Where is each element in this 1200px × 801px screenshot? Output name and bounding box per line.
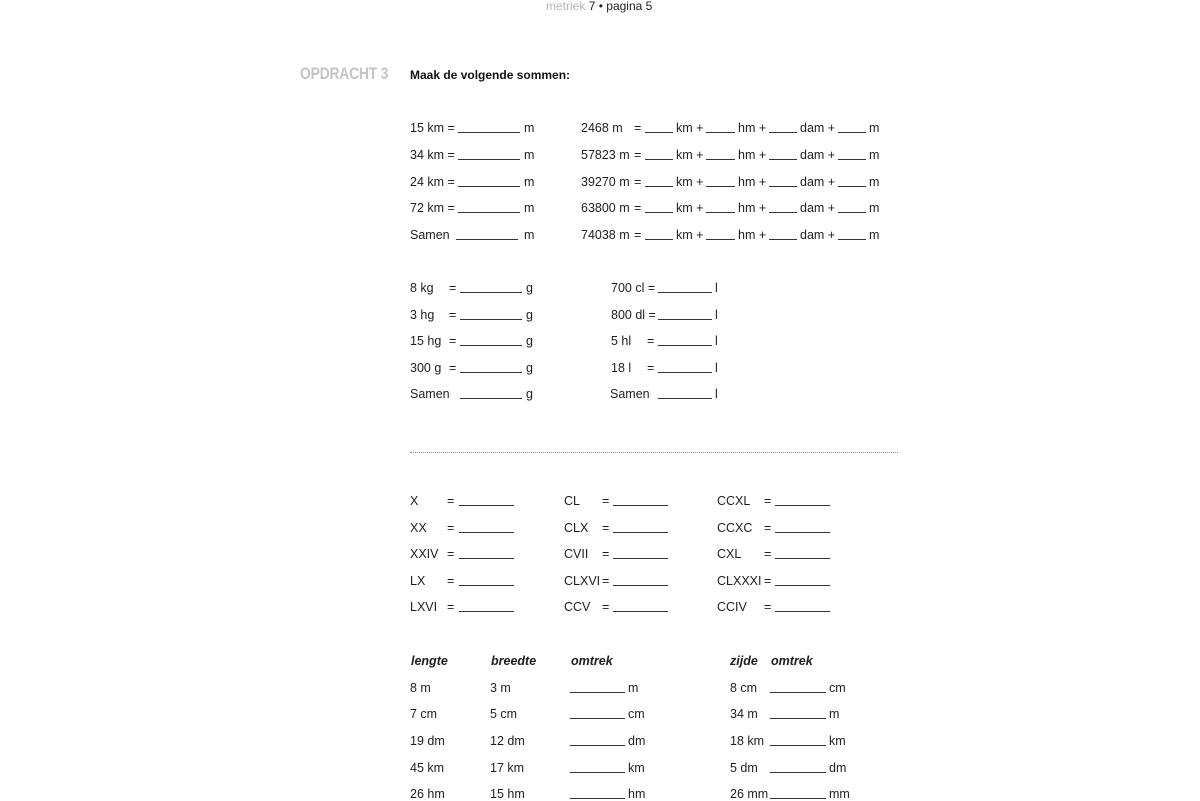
km-answer-blank[interactable] bbox=[458, 132, 520, 133]
roman-equals: = bbox=[764, 547, 772, 561]
mass-answer-blank[interactable] bbox=[460, 398, 522, 399]
volume-question: 800 dl = bbox=[611, 308, 656, 322]
roman-answer-blank[interactable] bbox=[775, 532, 830, 533]
square-side: 18 km bbox=[730, 734, 765, 748]
mass-answer-blank[interactable] bbox=[460, 345, 522, 346]
rect-perimeter-blank[interactable] bbox=[570, 718, 625, 719]
roman-answer-blank[interactable] bbox=[775, 585, 830, 586]
decomp-m-blank[interactable] bbox=[838, 132, 866, 133]
roman-answer-blank[interactable] bbox=[775, 558, 830, 559]
decomp-unit-m: m bbox=[869, 121, 880, 135]
header-lengte: lengte bbox=[411, 654, 448, 668]
roman-answer-blank[interactable] bbox=[613, 611, 668, 612]
mass-question: 15 hg bbox=[410, 334, 442, 348]
volume-question: 18 l bbox=[611, 361, 632, 375]
decomp-unit-hm: hm + bbox=[738, 148, 767, 162]
decomp-dam-blank[interactable] bbox=[769, 212, 797, 213]
square-side: 34 m bbox=[730, 707, 758, 721]
roman-equals: = bbox=[602, 574, 610, 588]
roman-numeral: X bbox=[410, 494, 419, 508]
mass-question: Samen bbox=[410, 387, 450, 401]
decomp-equals: = bbox=[634, 175, 642, 189]
rect-perimeter-blank[interactable] bbox=[570, 692, 625, 693]
decomp-unit-hm: hm + bbox=[738, 175, 767, 189]
roman-numeral: CL bbox=[564, 494, 580, 508]
roman-numeral: CCXL bbox=[717, 494, 751, 508]
roman-numeral: CCV bbox=[564, 600, 591, 614]
mass-unit: g bbox=[526, 387, 533, 401]
km-answer-blank[interactable] bbox=[458, 212, 520, 213]
rect-unit: cm bbox=[628, 707, 645, 721]
mass-equals: = bbox=[449, 308, 457, 322]
decomp-question: 2468 m bbox=[581, 121, 623, 135]
volume-equals: = bbox=[647, 334, 655, 348]
roman-equals: = bbox=[447, 521, 455, 535]
decomp-equals: = bbox=[634, 148, 642, 162]
header-omtrek: omtrek bbox=[571, 654, 613, 668]
header-breedte: breedte bbox=[491, 654, 537, 668]
km-question: 15 km = bbox=[410, 121, 455, 135]
square-unit: dm bbox=[829, 761, 847, 775]
rect-perimeter-blank[interactable] bbox=[570, 745, 625, 746]
header-omtrek-square: omtrek bbox=[771, 654, 813, 668]
decomp-unit-dam: dam + bbox=[800, 228, 836, 242]
roman-numeral: CLXVI bbox=[564, 574, 601, 588]
roman-numeral: CCIV bbox=[717, 600, 747, 614]
square-perimeter-blank[interactable] bbox=[770, 745, 826, 746]
header-bullet: • bbox=[598, 0, 603, 13]
mass-unit: g bbox=[526, 334, 533, 348]
rect-length: 7 cm bbox=[410, 707, 438, 721]
volume-answer-blank[interactable] bbox=[658, 345, 712, 346]
decomp-hm-blank[interactable] bbox=[706, 159, 735, 160]
roman-answer-blank[interactable] bbox=[459, 558, 514, 559]
roman-answer-blank[interactable] bbox=[613, 505, 668, 506]
rect-width: 17 km bbox=[490, 761, 525, 775]
km-unit: m bbox=[524, 121, 535, 135]
rect-perimeter-blank[interactable] bbox=[570, 798, 625, 799]
roman-numeral: LXVI bbox=[410, 600, 438, 614]
km-question: 72 km = bbox=[410, 201, 455, 215]
decomp-hm-blank[interactable] bbox=[706, 186, 735, 187]
volume-answer-blank[interactable] bbox=[658, 292, 712, 293]
page-header bbox=[546, 0, 652, 13]
roman-numeral: CLXXXI bbox=[717, 574, 762, 588]
decomp-m-blank[interactable] bbox=[838, 186, 866, 187]
decomp-question: 74038 m bbox=[581, 228, 630, 242]
square-perimeter-blank[interactable] bbox=[770, 692, 826, 693]
km-answer-blank[interactable] bbox=[456, 239, 518, 240]
decomp-equals: = bbox=[634, 228, 642, 242]
rect-length: 19 dm bbox=[410, 734, 445, 748]
rect-length: 26 hm bbox=[410, 787, 445, 801]
mass-equals: = bbox=[449, 334, 457, 348]
roman-equals: = bbox=[602, 521, 610, 535]
decomp-unit-hm: hm + bbox=[738, 121, 767, 135]
volume-question: Samen bbox=[610, 387, 650, 401]
mass-equals: = bbox=[449, 281, 457, 295]
volume-unit: l bbox=[715, 361, 718, 375]
km-question: 34 km = bbox=[410, 148, 455, 162]
decomp-unit-m: m bbox=[869, 175, 880, 189]
square-unit: m bbox=[829, 707, 840, 721]
decomp-question: 39270 m bbox=[581, 175, 630, 189]
decomp-km-blank[interactable] bbox=[645, 132, 673, 133]
rect-unit: dm bbox=[628, 734, 646, 748]
rect-unit: hm bbox=[628, 787, 646, 801]
volume-question: 5 hl bbox=[611, 334, 632, 348]
roman-answer-blank[interactable] bbox=[459, 532, 514, 533]
decomp-unit-km: km + bbox=[676, 148, 704, 162]
decomp-m-blank[interactable] bbox=[838, 239, 866, 240]
roman-numeral: CVII bbox=[564, 547, 589, 561]
decomp-hm-blank[interactable] bbox=[706, 212, 735, 213]
roman-equals: = bbox=[764, 521, 772, 535]
mass-question: 8 kg bbox=[410, 281, 434, 295]
square-side: 5 dm bbox=[730, 761, 758, 775]
roman-numeral: XXIV bbox=[410, 547, 439, 561]
roman-equals: = bbox=[764, 494, 772, 508]
decomp-unit-km: km + bbox=[676, 201, 704, 215]
decomp-m-blank[interactable] bbox=[838, 212, 866, 213]
volume-unit: l bbox=[715, 387, 718, 401]
decomp-km-blank[interactable] bbox=[645, 186, 673, 187]
decomp-dam-blank[interactable] bbox=[769, 132, 797, 133]
rect-length: 8 m bbox=[410, 681, 431, 695]
decomp-question: 63800 m bbox=[581, 201, 630, 215]
roman-equals: = bbox=[447, 600, 455, 614]
square-unit: cm bbox=[829, 681, 846, 695]
square-perimeter-blank[interactable] bbox=[770, 718, 826, 719]
km-question: 24 km = bbox=[410, 175, 455, 189]
roman-answer-blank[interactable] bbox=[775, 611, 830, 612]
roman-equals: = bbox=[764, 574, 772, 588]
mass-answer-blank[interactable] bbox=[460, 372, 522, 373]
decomp-unit-m: m bbox=[869, 228, 880, 242]
decomp-unit-dam: dam + bbox=[800, 201, 836, 215]
mass-unit: g bbox=[526, 361, 533, 375]
section-divider bbox=[410, 452, 898, 453]
mass-answer-blank[interactable] bbox=[460, 292, 522, 293]
km-unit: m bbox=[524, 201, 535, 215]
decomp-unit-dam: dam + bbox=[800, 175, 836, 189]
square-side: 26 mm bbox=[730, 787, 769, 801]
roman-equals: = bbox=[602, 494, 610, 508]
square-perimeter-blank[interactable] bbox=[770, 772, 826, 773]
roman-equals: = bbox=[602, 600, 610, 614]
decomp-dam-blank[interactable] bbox=[769, 159, 797, 160]
header-prefix: metriek bbox=[546, 0, 586, 13]
square-unit: km bbox=[829, 734, 846, 748]
header-number: 7 bbox=[588, 0, 596, 13]
decomp-equals: = bbox=[634, 201, 642, 215]
km-unit: m bbox=[524, 228, 535, 242]
roman-numeral: CLX bbox=[564, 521, 589, 535]
rect-unit: m bbox=[628, 681, 639, 695]
rect-width: 5 cm bbox=[490, 707, 518, 721]
roman-equals: = bbox=[764, 600, 772, 614]
decomp-hm-blank[interactable] bbox=[706, 239, 735, 240]
roman-equals: = bbox=[447, 574, 455, 588]
km-unit: m bbox=[524, 148, 535, 162]
volume-answer-blank[interactable] bbox=[658, 319, 712, 320]
roman-answer-blank[interactable] bbox=[459, 505, 514, 506]
decomp-question: 57823 m bbox=[581, 148, 630, 162]
decomp-dam-blank[interactable] bbox=[769, 186, 797, 187]
volume-question: 700 cl = bbox=[611, 281, 656, 295]
volume-unit: l bbox=[715, 281, 718, 295]
roman-numeral: CXL bbox=[717, 547, 742, 561]
roman-numeral: XX bbox=[410, 521, 427, 535]
decomp-km-blank[interactable] bbox=[645, 212, 673, 213]
decomp-km-blank[interactable] bbox=[645, 239, 673, 240]
mass-unit: g bbox=[526, 308, 533, 322]
volume-unit: l bbox=[715, 334, 718, 348]
decomp-equals: = bbox=[634, 121, 642, 135]
roman-answer-blank[interactable] bbox=[613, 585, 668, 586]
mass-unit: g bbox=[526, 281, 533, 295]
header-zijde: zijde bbox=[730, 654, 758, 668]
square-perimeter-blank[interactable] bbox=[770, 798, 826, 799]
decomp-unit-dam: dam + bbox=[800, 148, 836, 162]
decomp-unit-km: km + bbox=[676, 121, 704, 135]
roman-numeral: CCXC bbox=[717, 521, 753, 535]
decomp-unit-m: m bbox=[869, 148, 880, 162]
rect-unit: km bbox=[628, 761, 645, 775]
decomp-km-blank[interactable] bbox=[645, 159, 673, 160]
mass-question: 3 hg bbox=[410, 308, 435, 322]
decomp-unit-m: m bbox=[869, 201, 880, 215]
square-side: 8 cm bbox=[730, 681, 758, 695]
decomp-unit-hm: hm + bbox=[738, 201, 767, 215]
square-unit: mm bbox=[829, 787, 850, 801]
mass-question: 300 g bbox=[410, 361, 442, 375]
roman-answer-blank[interactable] bbox=[459, 585, 514, 586]
km-answer-blank[interactable] bbox=[458, 186, 520, 187]
roman-answer-blank[interactable] bbox=[613, 532, 668, 533]
assignment-label: OPDRACHT 3 bbox=[300, 64, 389, 83]
rect-width: 12 dm bbox=[490, 734, 525, 748]
decomp-dam-blank[interactable] bbox=[769, 239, 797, 240]
decomp-hm-blank[interactable] bbox=[706, 132, 735, 133]
km-answer-blank[interactable] bbox=[458, 159, 520, 160]
decomp-unit-km: km + bbox=[676, 228, 704, 242]
rect-perimeter-blank[interactable] bbox=[570, 772, 625, 773]
mass-answer-blank[interactable] bbox=[460, 319, 522, 320]
km-unit: m bbox=[524, 175, 535, 189]
decomp-unit-km: km + bbox=[676, 175, 704, 189]
roman-answer-blank[interactable] bbox=[775, 505, 830, 506]
volume-answer-blank[interactable] bbox=[658, 398, 712, 399]
volume-unit: l bbox=[715, 308, 718, 322]
assignment-instruction: Maak de volgende sommen: bbox=[410, 68, 571, 82]
roman-answer-blank[interactable] bbox=[613, 558, 668, 559]
km-question: Samen bbox=[410, 228, 450, 242]
volume-equals: = bbox=[647, 361, 655, 375]
roman-equals: = bbox=[447, 494, 455, 508]
decomp-unit-hm: hm + bbox=[738, 228, 767, 242]
rect-width: 15 hm bbox=[490, 787, 525, 801]
decomp-m-blank[interactable] bbox=[838, 159, 866, 160]
roman-answer-blank[interactable] bbox=[459, 611, 514, 612]
decomp-unit-dam: dam + bbox=[800, 121, 836, 135]
rect-width: 3 m bbox=[490, 681, 511, 695]
roman-equals: = bbox=[447, 547, 455, 561]
roman-numeral: LX bbox=[410, 574, 426, 588]
header-page: pagina 5 bbox=[606, 0, 653, 13]
mass-equals: = bbox=[449, 361, 457, 375]
volume-answer-blank[interactable] bbox=[658, 372, 712, 373]
roman-equals: = bbox=[602, 547, 610, 561]
rect-length: 45 km bbox=[410, 761, 445, 775]
